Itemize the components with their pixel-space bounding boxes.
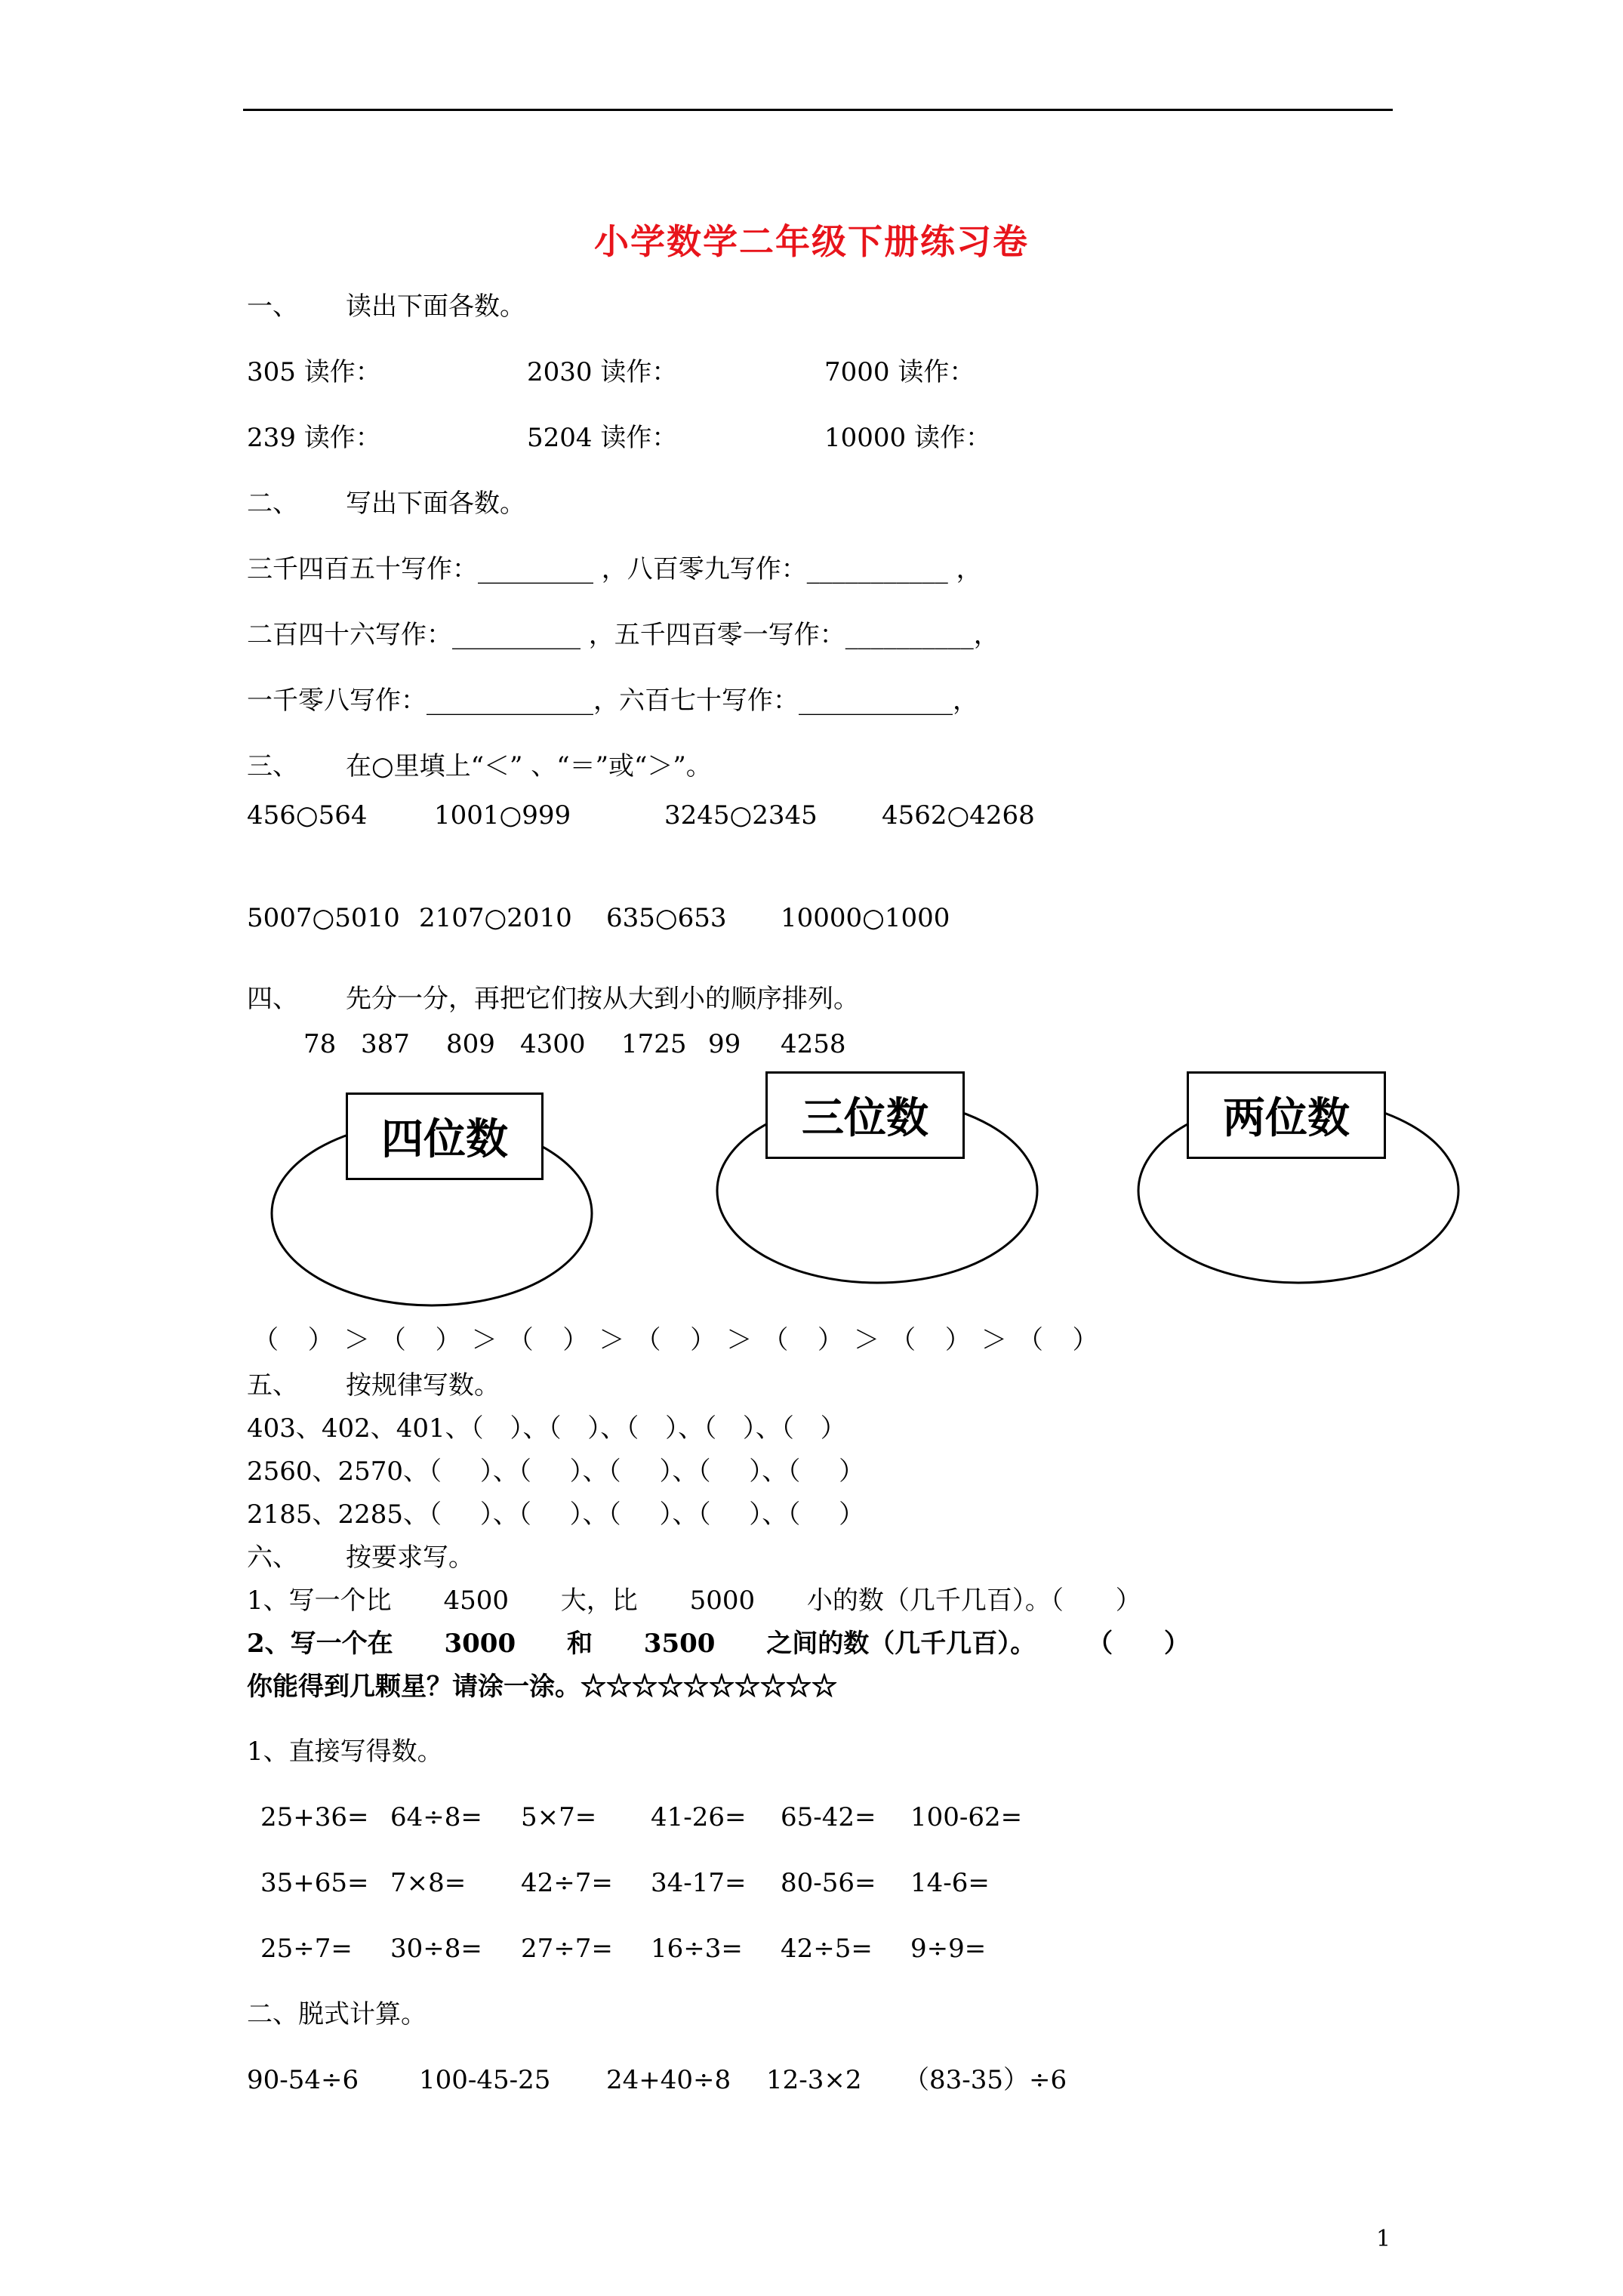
q1-heading-text: 读出下面各数。	[346, 291, 525, 322]
q1-item: 5204 读作：	[527, 423, 678, 453]
q2-line: 二百四十六写作：__________ ，五千四百零一写作：__________，	[247, 620, 999, 650]
q4-order-line: （ ）＞（ ）＞（ ）＞（ ）＞（ ）＞（ ）＞（ ）	[253, 1325, 1109, 1355]
q3-compare-item: 456○564	[247, 800, 368, 831]
q5-sequence-line: 403、402、401、（ ）、（ ）、（ ）、（ ）、（ ）	[247, 1413, 846, 1444]
q1-item: 239 读作：	[247, 423, 381, 453]
calc1-item: 100-62=	[910, 1802, 1023, 1832]
q3-compare-item: 4562○4268	[882, 800, 1035, 831]
calc1-item: 80-56=	[781, 1868, 876, 1898]
calc1-item: 14-6=	[910, 1868, 990, 1898]
q1-item: 10000 读作：	[824, 423, 991, 453]
calc1-item: 65-42=	[781, 1802, 876, 1832]
calc1-item: 34-17=	[651, 1868, 747, 1898]
calc2-item: 24+40÷8	[606, 2065, 731, 2095]
q2-line: 一千零八写作：_____________，六百七十写作：____________，	[247, 686, 978, 716]
q4-number: 809	[446, 1029, 495, 1059]
q5-heading-text: 按规律写数。	[346, 1370, 500, 1401]
q4-number: 78	[303, 1029, 337, 1059]
label-box-four-digit: 四位数	[346, 1093, 544, 1180]
q3-compare-item: 5007○5010	[247, 903, 400, 933]
calc1-item: 42÷7=	[521, 1868, 613, 1898]
calc1-item: 30÷8=	[390, 1934, 482, 1964]
q3-compare-item: 635○653	[606, 903, 727, 933]
q1-item: 305 读作：	[247, 357, 381, 387]
q3-heading-text: 在○里填上“＜” 、“＝”或“＞”。	[346, 751, 712, 781]
q4-heading-text: 先分一分，再把它们按从大到小的顺序排列。	[346, 984, 859, 1014]
calc1-item: 25÷7=	[260, 1934, 353, 1964]
q2-line: 三千四百五十写作：_________ ，八百零九写作：___________ ，	[247, 554, 982, 584]
q4-heading-number: 四、	[247, 984, 298, 1014]
q5-sequence-line: 2185、2285、（ ）、（ ）、（ ）、（ ）、（ ）	[247, 1499, 865, 1530]
calc1-item: 7×8=	[390, 1868, 467, 1898]
label-box-two-digit: 两位数	[1187, 1071, 1386, 1159]
q4-number: 1725	[621, 1029, 687, 1059]
calc2-item: 12-3×2	[766, 2065, 862, 2095]
q2-heading-text: 写出下面各数。	[346, 488, 525, 519]
calc1-item: 42÷5=	[781, 1934, 873, 1964]
q3-compare-item: 2107○2010	[419, 903, 572, 933]
q1-heading-number: 一、	[247, 291, 298, 322]
q6-heading-number: 六、	[247, 1542, 298, 1573]
calc1-item: 41-26=	[651, 1802, 747, 1832]
calc1-item: 5×7=	[521, 1802, 597, 1832]
q4-number: 4258	[781, 1029, 846, 1059]
calc1-item: 35+65=	[260, 1868, 369, 1898]
q4-number: 387	[361, 1029, 410, 1059]
q6-item-1: 1、写一个比 4500 大，比 5000 小的数（几千几百）。（ ）	[247, 1586, 1141, 1616]
calc2-item: 90-54÷6	[247, 2065, 359, 2095]
calc1-heading: 1、直接写得数。	[247, 1737, 443, 1767]
q3-heading-number: 三、	[247, 751, 298, 781]
calc2-item: 100-45-25	[419, 2065, 551, 2095]
calc1-item: 27÷7=	[521, 1934, 613, 1964]
q1-item: 2030 读作：	[527, 357, 678, 387]
q2-heading-number: 二、	[247, 488, 298, 519]
q1-item: 7000 读作：	[824, 357, 975, 387]
calc1-item: 16÷3=	[651, 1934, 743, 1964]
calc2-item: （83-35）÷6	[904, 2065, 1067, 2095]
page-number: 1	[1376, 2226, 1391, 2252]
q3-compare-item: 10000○1000	[781, 903, 950, 933]
q5-heading-number: 五、	[247, 1370, 298, 1401]
q4-number: 4300	[520, 1029, 586, 1059]
calc1-item: 64÷8=	[390, 1802, 482, 1832]
q3-compare-item: 1001○999	[434, 800, 571, 831]
q3-compare-item: 3245○2345	[664, 800, 818, 831]
label-box-three-digit: 三位数	[765, 1071, 965, 1159]
calc1-item: 25+36=	[260, 1802, 369, 1832]
q4-number: 99	[708, 1029, 741, 1059]
q5-sequence-line: 2560、2570、（ ）、（ ）、（ ）、（ ）、（ ）	[247, 1456, 865, 1487]
q6-item-2: 2、写一个在 3000 和 3500 之间的数（几千几百）。 （ ）	[247, 1629, 1190, 1659]
calc1-item: 9÷9=	[910, 1934, 987, 1964]
calc2-heading: 二、脱式计算。	[247, 1999, 427, 2029]
stars-prompt: 你能得到几颗星？请涂一涂。☆☆☆☆☆☆☆☆☆☆	[247, 1672, 837, 1702]
page-title: 小学数学二年级下册练习卷	[594, 221, 1029, 262]
q6-heading-text: 按要求写。	[346, 1542, 474, 1573]
